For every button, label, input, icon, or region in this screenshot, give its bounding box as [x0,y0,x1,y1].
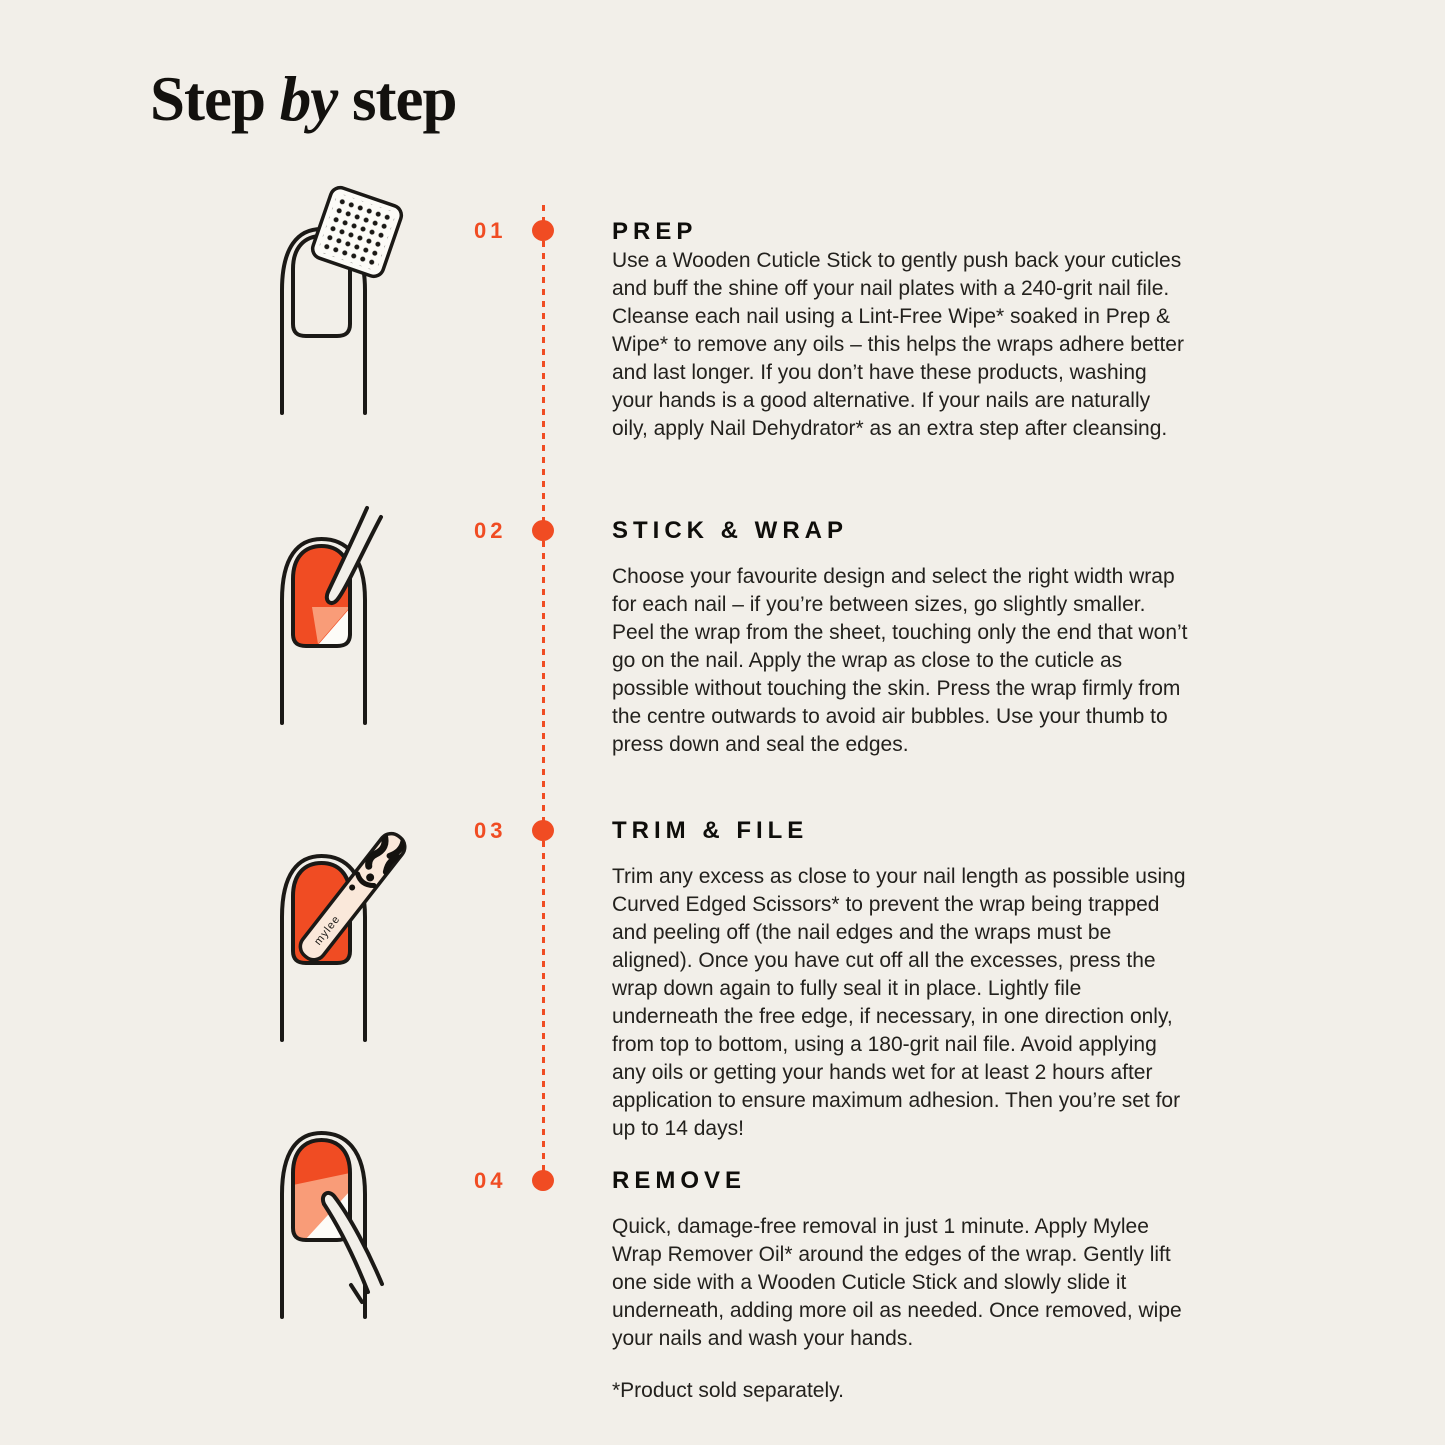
page-title-post: step [337,64,457,134]
step-body: Use a Wooden Cuticle Stick to gently push back your cuticles and buff the shine off your nail plates with a 240-grit nail file. Cleanse each nail using a Lint-Free Wipe* soaked in Prep & Wipe* to remove any oils – this helps the wraps adhere better and last longer. If you don’t have these products, washing your hands is a good alternative. If your nails are naturally oily, apply Nail Dehydrator* as an extra step after cleansing. [612,249,1184,440]
step-body: Quick, damage-free removal in just 1 minute. Apply Mylee Wrap Remover Oil* around the edges of the wrap. Gently lift one side with a Wooden Cuticle Stick and slowly slide it underneath, adding more oil as needed. Once removed, wipe your nails and wash your hands. [612,1215,1182,1350]
illustration-stick-wrap-icon [265,495,445,745]
illustration-prep-buffer-icon [265,185,445,435]
step-number-1: 01 [474,218,507,243]
step-block-trim-file [612,817,1190,1143]
timeline-dot-1 [532,220,554,241]
step-block-stick-wrap [612,517,1190,759]
timeline-dashed-line [542,205,545,1182]
step-body: Trim any excess as close to your nail length as possible using Curved Edged Scissors* to prevent the wrap being trapped and peeling off (the nail edges and the wraps must be aligned). Once you have cut off all the excesses, press the wrap down again to fully seal it in place. Lightly file underneath the free edge, if necessary, in one direction only, from top to bottom, using a 180-grit nail file. Avoid applying any oils or getting your hands wet for at least 2 hours after application to ensure maximum adhesion. Then you’re set for up to 14 days! [612,865,1186,1140]
page-title [150,64,457,134]
wrap-peel-corner [312,607,350,645]
step-title: STICK & WRAP [612,517,848,544]
cuticle-stick-icon [323,1193,382,1302]
page-title-italic: by [279,64,338,134]
timeline-dot-4 [532,1170,554,1191]
step-block-remove [612,1167,1190,1405]
illustration-remove-icon [265,1115,445,1365]
timeline-dot-2 [532,520,554,541]
step-title: REMOVE [612,1167,747,1194]
page-title-pre: Step [150,64,280,134]
step-number-4: 04 [474,1168,507,1193]
buffer-block-icon [310,185,404,279]
step-title: TRIM & FILE [612,817,809,844]
file-brand-label: mylee [312,913,343,948]
footnote: *Product sold separately. [612,1379,844,1402]
illustration-trim-file-icon [265,805,445,1055]
step-title: PREP [612,218,698,245]
step-number-2: 02 [474,518,507,543]
step-number-3: 03 [474,818,507,843]
step-body: Choose your favourite design and select the right width wrap for each nail – if you’re between sizes, go slightly smaller. Peel the wrap from the sheet, touching only the end that won’t go on the nail. Apply the wrap as close to the cuticle as possible without touching the skin. Press the wrap firmly from the centre outwards to avoid air bubbles. Use your thumb to press down and seal the edges. [612,565,1188,756]
timeline-dot-3 [532,820,554,841]
step-block-prep [612,218,1190,443]
